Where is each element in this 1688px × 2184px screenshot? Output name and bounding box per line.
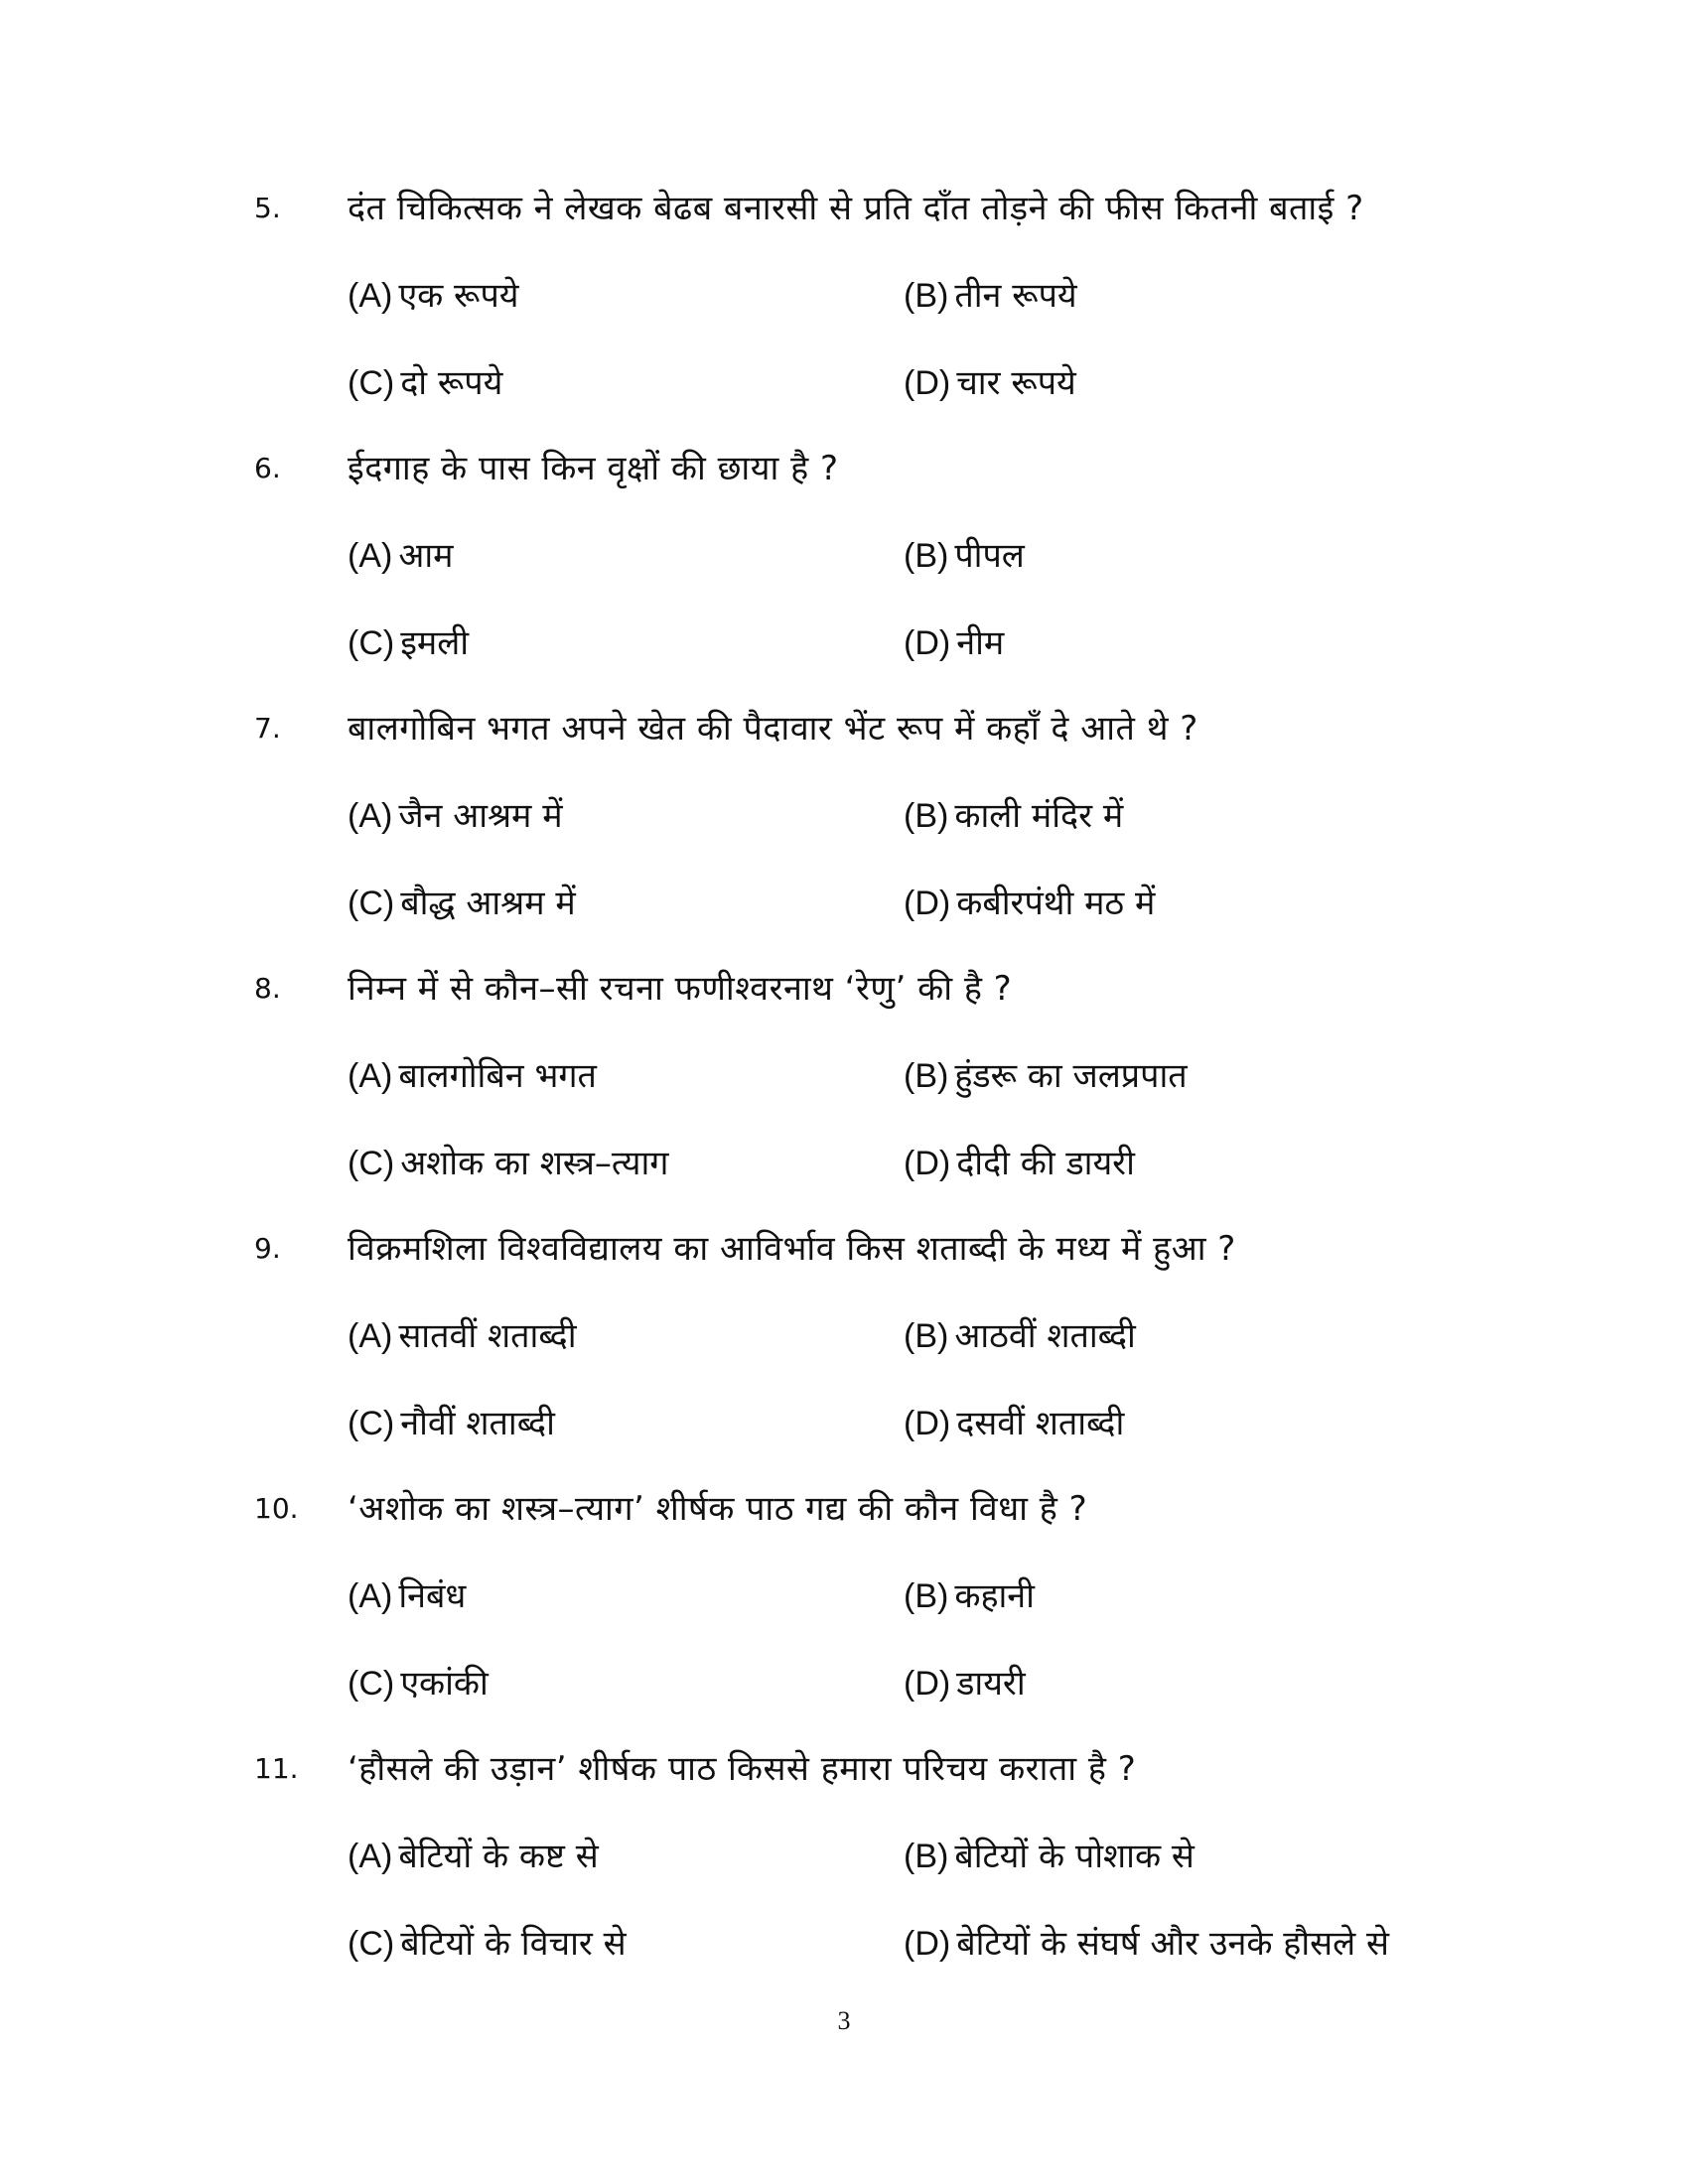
option-letter: (C) xyxy=(348,1405,395,1442)
option-a xyxy=(348,1569,466,1624)
option-letter: (A) xyxy=(348,1317,393,1355)
option-b xyxy=(904,1048,1188,1104)
question-6 xyxy=(0,441,1688,679)
question-number: 6. xyxy=(254,452,281,484)
question-8 xyxy=(0,961,1688,1199)
option-letter: (A) xyxy=(348,1577,393,1615)
question-number: 11. xyxy=(254,1752,299,1785)
option-text: कहानी xyxy=(954,1576,1035,1616)
option-d xyxy=(904,615,1004,671)
question-9 xyxy=(0,1221,1688,1459)
option-letter: (D) xyxy=(904,364,951,402)
option-letter: (D) xyxy=(904,885,951,922)
option-c xyxy=(348,1136,668,1191)
option-text: इमली xyxy=(400,623,470,663)
option-letter: (A) xyxy=(348,797,393,835)
option-text: नीम xyxy=(956,623,1005,663)
option-letter: (C) xyxy=(348,1925,395,1963)
question-number: 10. xyxy=(254,1492,299,1525)
option-text: डायरी xyxy=(956,1664,1026,1704)
option-c xyxy=(348,1916,627,1972)
option-letter: (A) xyxy=(348,1838,393,1875)
option-text: कबीरपंथी मठ में xyxy=(956,884,1156,923)
option-text: हुंडरू का जलप्रपात xyxy=(954,1056,1188,1096)
question-text: विक्रमशिला विश्वविद्यालय का आविर्भाव किस शताब्दी के मध्य में हुआ ? xyxy=(348,1229,1236,1269)
option-letter: (D) xyxy=(904,1665,951,1703)
option-text: एक रूपये xyxy=(398,276,519,316)
option-d xyxy=(904,1396,1124,1451)
option-letter: (B) xyxy=(904,277,949,315)
option-text: बेटियों के संघर्ष और उनके हौसले से xyxy=(956,1924,1389,1964)
option-text: अशोक का शस्त्र–त्याग xyxy=(400,1144,669,1183)
option-c xyxy=(348,1656,489,1711)
question-text: बालगोबिन भगत अपने खेत की पैदावार भेंट रूप में कहाँ दे आते थे ? xyxy=(348,709,1198,749)
question-number: 9. xyxy=(254,1232,281,1265)
option-c xyxy=(348,615,469,671)
option-a xyxy=(348,1308,577,1364)
question-number: 5. xyxy=(254,192,281,224)
option-b xyxy=(904,268,1077,324)
option-text: बौद्ध आश्रम में xyxy=(400,884,576,923)
option-text: बेटियों के पोशाक से xyxy=(954,1837,1195,1876)
option-c xyxy=(348,876,576,931)
option-text: आम xyxy=(398,536,454,576)
option-letter: (A) xyxy=(348,277,393,315)
option-text: पीपल xyxy=(954,536,1025,576)
option-letter: (B) xyxy=(904,797,949,835)
question-text: ईदगाह के पास किन वृक्षों की छाया है ? xyxy=(348,449,839,488)
option-text: जैन आश्रम में xyxy=(398,796,563,836)
option-text: दो रूपये xyxy=(400,363,503,403)
option-a xyxy=(348,1829,599,1884)
question-10 xyxy=(0,1481,1688,1719)
option-text: दीदी की डायरी xyxy=(956,1144,1135,1183)
option-text: बेटियों के कष्ट से xyxy=(398,1837,599,1876)
option-letter: (D) xyxy=(904,1145,951,1182)
option-d xyxy=(904,876,1155,931)
option-letter: (C) xyxy=(348,364,395,402)
option-text: एकांकी xyxy=(400,1664,489,1704)
question-number: 7. xyxy=(254,712,281,745)
option-text: चार रूपये xyxy=(956,363,1076,403)
option-b xyxy=(904,528,1025,584)
question-text: ‘अशोक का शस्त्र–त्याग’ शीर्षक पाठ गद्य की कौन विधा है ? xyxy=(348,1489,1088,1529)
option-b xyxy=(904,1829,1195,1884)
option-letter: (C) xyxy=(348,624,395,662)
option-text: निबंध xyxy=(398,1576,467,1616)
option-letter: (B) xyxy=(904,1317,949,1355)
option-letter: (B) xyxy=(904,537,949,575)
option-c xyxy=(348,1396,555,1451)
option-text: काली मंदिर में xyxy=(954,796,1124,836)
option-letter: (B) xyxy=(904,1057,949,1095)
question-text: निम्न में से कौन–सी रचना फणीश्वरनाथ ‘रेणु’ की है ? xyxy=(348,969,1013,1009)
question-text: ‘हौसले की उड़ान’ शीर्षक पाठ किससे हमारा परिचय कराता है ? xyxy=(348,1749,1137,1789)
option-d xyxy=(904,355,1076,411)
option-letter: (C) xyxy=(348,885,395,922)
option-text: बेटियों के विचार से xyxy=(400,1924,627,1964)
option-letter: (C) xyxy=(348,1145,395,1182)
question-number: 8. xyxy=(254,972,281,1005)
question-11 xyxy=(0,1741,1688,1979)
question-7 xyxy=(0,701,1688,939)
page-number: 3 xyxy=(837,2006,851,2035)
option-a xyxy=(348,788,563,844)
option-a xyxy=(348,268,519,324)
question-text: दंत चिकित्सक ने लेखक बेढब बनारसी से प्रति दाँत तोड़ने की फीस कितनी बताई ? xyxy=(348,189,1364,228)
option-d xyxy=(904,1656,1026,1711)
option-letter: (A) xyxy=(348,537,393,575)
option-letter: (D) xyxy=(904,624,951,662)
option-b xyxy=(904,1308,1136,1364)
option-a xyxy=(348,528,453,584)
option-text: बालगोबिन भगत xyxy=(398,1056,597,1096)
option-b xyxy=(904,1569,1035,1624)
option-letter: (A) xyxy=(348,1057,393,1095)
option-letter: (B) xyxy=(904,1577,949,1615)
option-text: दसवीं शताब्दी xyxy=(956,1404,1125,1443)
option-text: तीन रूपये xyxy=(954,276,1077,316)
option-letter: (D) xyxy=(904,1405,951,1442)
question-5 xyxy=(0,181,1688,419)
option-d xyxy=(904,1916,1389,1972)
option-letter: (C) xyxy=(348,1665,395,1703)
option-a xyxy=(348,1048,597,1104)
option-letter: (B) xyxy=(904,1838,949,1875)
option-c xyxy=(348,355,502,411)
option-text: नौवीं शताब्दी xyxy=(400,1404,555,1443)
option-b xyxy=(904,788,1123,844)
option-letter: (D) xyxy=(904,1925,951,1963)
option-text: सातवीं शताब्दी xyxy=(398,1316,577,1356)
option-text: आठवीं शताब्दी xyxy=(954,1316,1136,1356)
option-d xyxy=(904,1136,1135,1191)
